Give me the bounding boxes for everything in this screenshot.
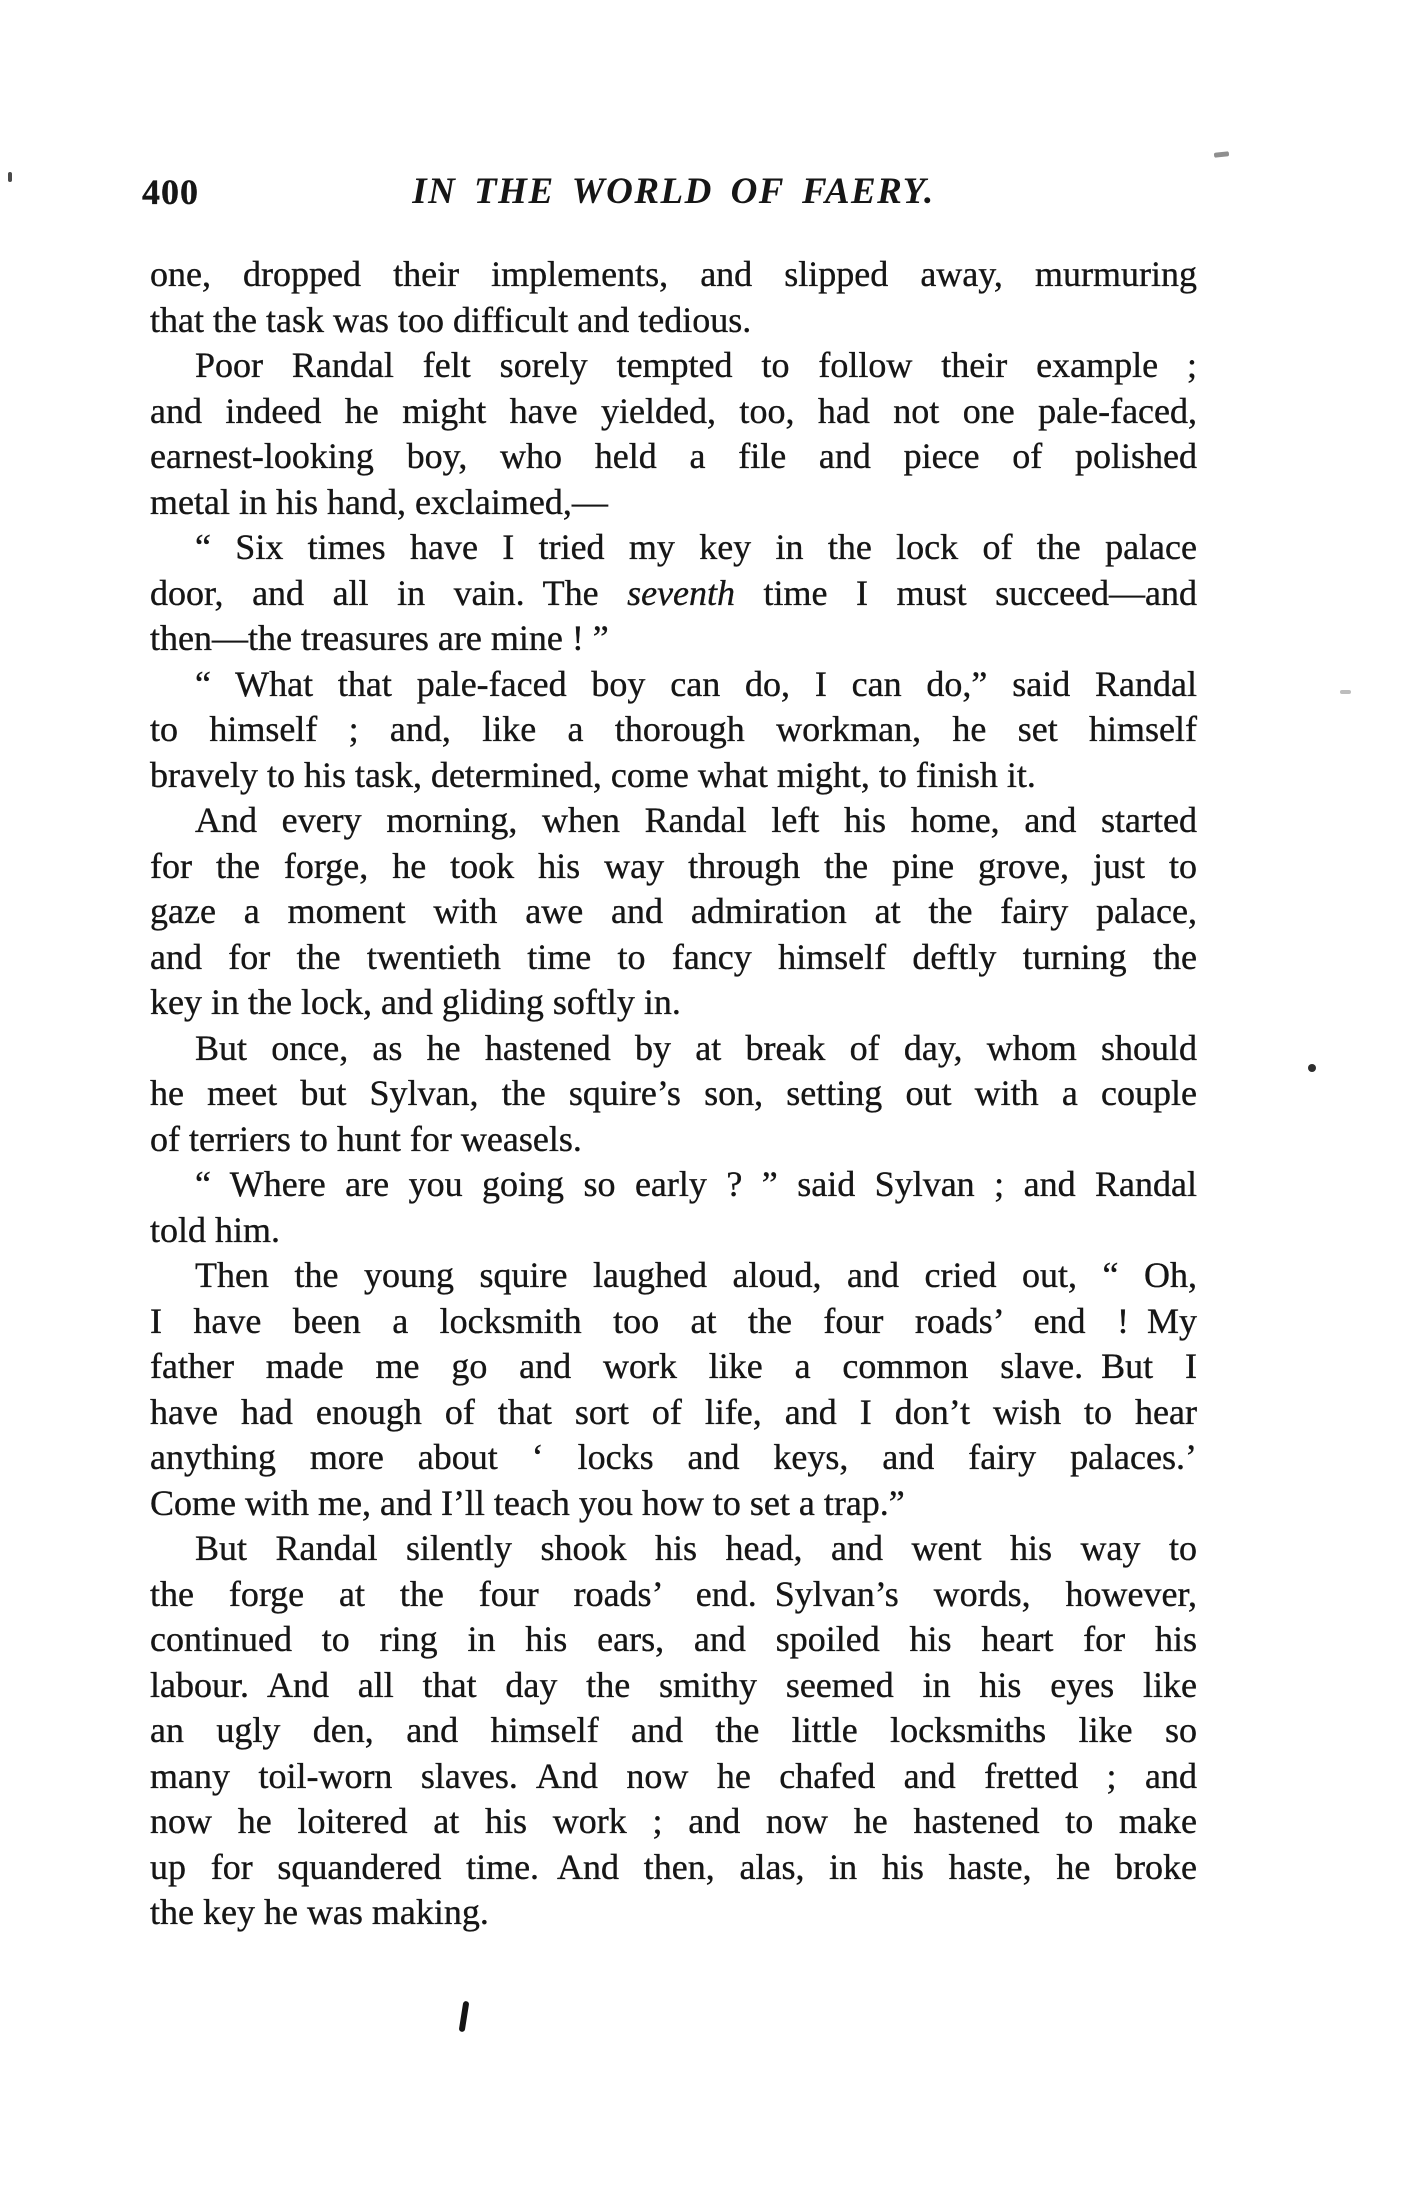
text-line <box>150 1026 1197 1072</box>
text-segment: But once, as he hastened by at break of day, whom should <box>195 1027 1197 1068</box>
text-segment: the key he was making. <box>150 1892 489 1932</box>
text-segment: that the task was too difficult and tedious. <box>150 299 752 340</box>
text-segment: door, and all in vain. The <box>150 572 628 613</box>
text-segment: now he loitered at his work ; and now he hastened to make <box>150 1801 1197 1841</box>
text-segment: then—the treasures are mine ! ” <box>150 618 609 658</box>
italic-text-segment: seventh <box>627 572 736 613</box>
text-segment: And every morning, when Randal left his home, and started <box>195 800 1197 840</box>
text-segment: the forge at the four roads’ end. Sylvan’s words, however, <box>150 1573 1197 1614</box>
text-segment: one, dropped their implements, and slipped away, murmuring <box>150 254 1197 294</box>
text-line <box>150 1299 1197 1345</box>
text-line <box>150 980 1197 1026</box>
text-segment: “ Six times have I tried my key in the lock of the palace <box>195 527 1197 567</box>
text-segment: Come with me, and I’ll teach you how to set a trap.” <box>150 1482 905 1523</box>
text-line <box>150 935 1197 981</box>
text-line <box>150 1617 1197 1663</box>
text-line <box>150 1162 1197 1208</box>
text-segment: told him. <box>150 1209 281 1250</box>
text-segment: and indeed he might have yielded, too, had not one pale-faced, <box>150 390 1197 431</box>
text-segment: I have been a locksmith too at the four roads’ end ! My <box>150 1300 1197 1341</box>
text-line <box>150 1799 1197 1845</box>
text-segment: time I must succeed—and <box>735 572 1198 613</box>
text-line <box>150 480 1197 526</box>
text-line <box>150 1890 1197 1936</box>
text-segment: of terriers to hunt for weasels. <box>150 1118 582 1159</box>
text-segment: Then the young squire laughed aloud, and cried out, “ Oh, <box>195 1255 1197 1295</box>
right-margin-faint-dash <box>1340 690 1351 694</box>
text-line <box>150 1435 1197 1481</box>
page-number: 400 <box>142 172 199 212</box>
text-line <box>150 1708 1197 1754</box>
text-segment: have had enough of that sort of life, and I don’t wish to hear <box>150 1391 1197 1432</box>
text-segment: he meet but Sylvan, the squire’s son, setting out with a couple <box>150 1073 1197 1113</box>
text-line <box>150 889 1197 935</box>
text-line <box>150 616 1197 662</box>
text-line <box>150 798 1197 844</box>
text-line <box>150 343 1197 389</box>
text-segment: metal in his hand, exclaimed,— <box>150 481 608 522</box>
text-segment: for the forge, he took his way through the pine grove, just to <box>150 845 1197 886</box>
text-line <box>150 434 1197 480</box>
text-line <box>150 1754 1197 1800</box>
text-segment: bravely to his task, determined, come what might, to finish it. <box>150 754 1036 795</box>
text-line <box>150 1390 1197 1436</box>
top-right-speck <box>1214 151 1229 158</box>
text-segment: continued to ring in his ears, and spoiled his heart for his <box>150 1619 1197 1659</box>
text-segment: labour. And all that day the smithy seemed in his eyes like <box>150 1664 1197 1705</box>
text-line <box>150 298 1197 344</box>
text-line <box>150 1526 1197 1572</box>
text-segment: gaze a moment with awe and admiration at the fairy palace, <box>150 891 1197 931</box>
text-line <box>150 1117 1197 1163</box>
text-segment: father made me go and work like a common slave. But I <box>150 1346 1197 1386</box>
text-segment: to himself ; and, like a thorough workman, he set himself <box>150 709 1197 749</box>
text-segment: But Randal silently shook his head, and went his way to <box>195 1528 1197 1568</box>
left-margin-speck <box>8 172 12 182</box>
text-line <box>150 753 1197 799</box>
text-segment: key in the lock, and gliding softly in. <box>150 982 681 1022</box>
text-segment: an ugly den, and himself and the little locksmiths like so <box>150 1710 1197 1750</box>
right-margin-dot <box>1308 1064 1316 1072</box>
text-segment: and for the twentieth time to fancy himself deftly turning the <box>150 936 1197 977</box>
text-line <box>150 1845 1197 1891</box>
text-line <box>150 1572 1197 1618</box>
body-text <box>150 252 1197 1936</box>
text-line <box>150 389 1197 435</box>
text-segment: up for squandered time. And then, alas, in his haste, he broke <box>150 1846 1197 1887</box>
text-line <box>150 707 1197 753</box>
text-line <box>150 525 1197 571</box>
text-line <box>150 844 1197 890</box>
text-segment: anything more about ‘ locks and keys, and fairy palaces.’ <box>150 1437 1197 1477</box>
text-line <box>150 1663 1197 1709</box>
text-line <box>150 571 1197 617</box>
text-segment: many toil-worn slaves. And now he chafed and fretted ; and <box>150 1755 1197 1796</box>
text-line <box>150 1071 1197 1117</box>
text-line <box>150 1481 1197 1527</box>
text-segment: earnest-looking boy, who held a file and piece of polished <box>150 436 1197 476</box>
text-line <box>150 252 1197 298</box>
text-line <box>150 1208 1197 1254</box>
text-segment: “ What that pale-faced boy can do, I can do,” said Randal <box>195 663 1197 704</box>
running-title: IN THE WORLD OF FAERY. <box>412 171 935 212</box>
text-segment: Poor Randal felt sorely tempted to follow their example ; <box>195 345 1197 385</box>
text-line <box>150 1253 1197 1299</box>
text-line <box>150 1344 1197 1390</box>
bottom-ink-mark <box>459 2001 470 2033</box>
text-line <box>150 662 1197 708</box>
text-segment: “ Where are you going so early ? ” said Sylvan ; and Randal <box>195 1164 1197 1204</box>
